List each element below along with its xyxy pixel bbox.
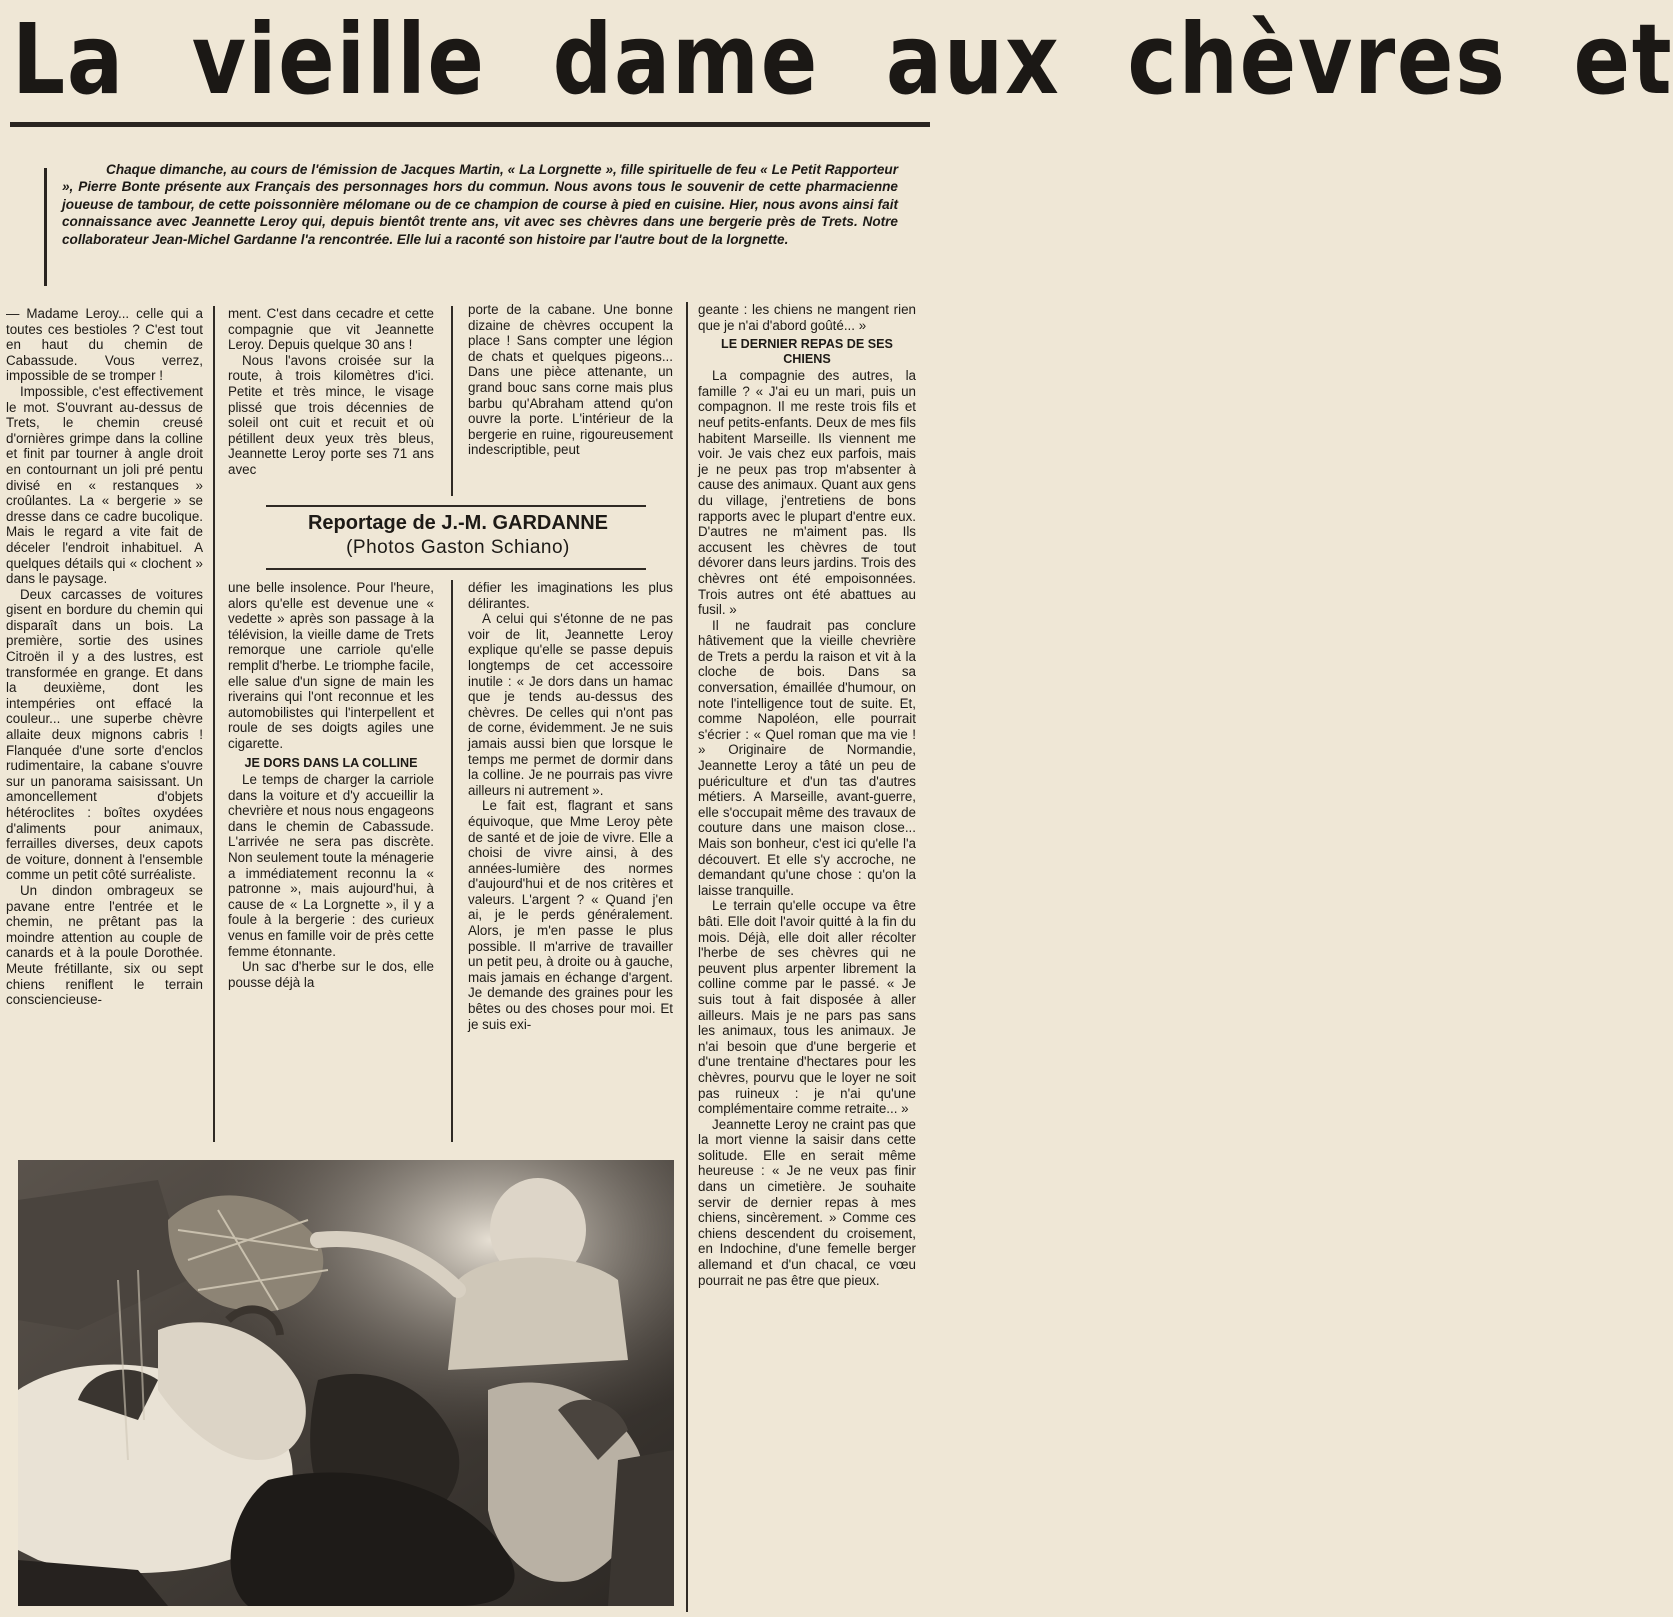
paragraph: Deux carcasses de voitures gisent en bordure du chemin qui disparaît dans un bois. La première, sortie des usines Citroën il y a des lustres, est transformée en grange. Et dans la deuxième, dont les intempéries ont effacé la couleur... une superbe chèvre allaite deux mignons cabris ! Flanquée d'une sorte d'enclos rudimentaire, la cabane s'ouvre sur un panorama saisissant. Un amoncellement d'objets hétéroclites : boîtes oxydées d'aliments pour animaux, ferrailles diverses, deux capots de voiture, donnent à l'ensemble comme un petit côté surréaliste. (6, 586, 203, 883)
paragraph: ment. C'est dans cecadre et cette compagnie que vit Jeannette Leroy. Depuis quelque 30 ans ! (228, 306, 434, 353)
column-rule (451, 306, 453, 496)
headline-rule (10, 122, 930, 127)
paragraph: La compagnie des autres, la famille ? « J'ai eu un mari, puis un compagnon. Il me reste trois fils et neuf petits-enfants. Deux de mes fils habitent Marseille. Ils viennent me voir. Je vais chez eux parfois, mais je ne peux pas trop m'absenter à cause des animaux. Quant aux gens du village, j'entretiens de bons rapports avec le plupart d'entre eux. D'autres ne m'aiment pas. Ils accusent les chèvres de tout dévorer dans leurs jardins. Trois des chèvres ont été empoisonnées. Trois autres ont été abattues au fusil. » (698, 368, 916, 618)
paragraph: Le terrain qu'elle occupe va être bâti. Elle doit l'avoir quitté à la fin du mois. Déjà, elle doit aller récolter l'herbe de ses chèvres qui ne peuvent plus arpenter librement la colline comme par le passé. « Je suis tout à fait disposée à aller ailleurs. Mais je ne pars pas sans les animaux, tous les animaux. Je n'ai besoin que d'une bergerie et d'une trentaine d'hectares pour les chèvres, pourvu que le loyer ne soit pas ruineux : je n'ai qu'une complémentaire comme retraite... » (698, 898, 916, 1117)
reporter-credit: Reportage de J.-M. GARDANNE (307, 512, 609, 534)
paragraph: Un sac d'herbe sur le dos, elle pousse déjà la (228, 959, 434, 990)
photo-credit: (Photos Gaston Schiano) (346, 537, 570, 558)
credit-rule-bottom (266, 568, 646, 570)
paragraph: Impossible, c'est effectivement le mot. S'ouvrant au-dessus de Trets, le chemin creusé d'ornières grimpe dans la colline et finit par tourner à angle droit en contournant un joli pré pentu divisé en « restanques » croûlantes. La « bergerie » se dresse dans ce cadre bucolique. Mais le regard a vite fait de déceler l'endroit inhabituel. A quelques détails qui « clochent » dans le paysage. (6, 383, 203, 587)
article-column-3-bottom (468, 580, 673, 1142)
paragraph: une belle insolence. Pour l'heure, alors qu'elle est devenue une « vedette » après son passage à la télévision, la vieille dame de Trets remorque une carriole qu'elle remplit d'herbe. Le triomphe facile, elle salue d'un signe de main les riverains qui l'ont reconnue et les automobilistes qui l'interpellent et roule de ses doigts agiles une cigarette. (228, 580, 434, 751)
section-heading: LE DERNIER REPAS DE SES CHIENS (721, 337, 893, 366)
column-rule (213, 306, 215, 1142)
paragraph: Il ne faudrait pas conclure hâtivement que la vieille chevrière de Trets a perdu la raison et vit à la cloche de bois. Dans sa conversation, émaillée d'humour, on note l'intelligence tout de suite. Et, comme Napoléon, elle pourrait s'écrier : « Quel roman que ma vie ! » Originaire de Normandie, Jeannette Leroy a tâté un peu de puériculture et d'un tas d'autres métiers. A Marseille, avant-guerre, elle s'occupait même des travaux de couture dans une maison close... Mais son bonheur, c'est ici qu'elle l'a découvert. Et elle s'y accroche, ne demandant qu'une chose : qu'on la laisse tranquille. (698, 617, 916, 898)
article-column-4 (698, 302, 916, 1612)
paragraph: A celui qui s'étonne de ne pas voir de lit, Jeannette Leroy explique qu'elle se passe depuis longtemps de cet accessoire inutile : « Je dors dans un hamac que je tends au-dessus des chèvres. De celles qui n'ont pas de corne, évidemment. Je ne suis jamais aussi bien que lorsque le temps me permet de dormir dans la colline. Je ne pourrais pas vivre ailleurs ni autrement ». (468, 611, 673, 798)
paragraph: Nous l'avons croisée sur la route, à trois kilomètres d'ici. Petite et très mince, le visage plissé que trois décennies de soleil ont cuit et recuit et où pétillent deux yeux très bleus, Jeannette Leroy porte ses 71 ans avec (228, 352, 434, 477)
column-rule (686, 302, 688, 1612)
paragraph: Le temps de charger la carriole dans la voiture et d'y accueillir la chevrière et nous nous engageons dans le chemin de Cabassude. L'arrivée ne sera pas discrète. Non seulement toute la ménagerie a immédiatement reconnu la « patronne », mais aujourd'hui, à cause de « La Lorgnette », il y a foule à la bergerie : des curieux venus en famille voir de près cette femme étonnante. (228, 772, 434, 959)
paragraph: Jeannette Leroy ne craint pas que la mort vienne la saisir dans cette solitude. Elle en serait même heureuse : « Je ne veux pas finir dans un cimetière. Je souhaite servir de dernier repas à mes chiens, sincèrement. » Comme ces chiens descendent du croisement, en Indochine, d'une femelle berger allemand et d'un chacal, ce vœu pourrait ne pas être que pieux. (698, 1116, 916, 1288)
headline: La vieille dame aux chèvres et (12, 3, 1673, 116)
goats-photo-illustration (18, 1160, 674, 1606)
article-column-2-top (228, 306, 434, 496)
article-column-3-top (468, 302, 673, 496)
credit-rule-top (266, 505, 646, 507)
paragraph: défier les imaginations les plus délirantes. (468, 580, 673, 611)
article-photo (18, 1160, 674, 1606)
section-heading: JE DORS DANS LA COLLINE (244, 755, 418, 770)
paragraph: Un dindon ombrageux se pavane entre l'entrée et le chemin, ne prêtant pas la moindre attention au couple de canards et à la poule Dorothée. Meute frétillante, six ou sept chiens reniflent le terrain consciencieuse- (6, 882, 203, 1008)
intro-bar (44, 168, 47, 286)
paragraph: — Madame Leroy... celle qui a toutes ces bestioles ? C'est tout en haut du chemin de Cabassude. Vous verrez, impossible de se tromper ! (6, 306, 203, 384)
article-column-2-bottom (228, 580, 434, 1142)
column-rule (451, 580, 453, 1142)
paragraph: porte de la cabane. Une bonne dizaine de chèvres occupent la place ! Sans compter une légion de chats et quelques pigeons... Dans une pièce attenante, un grand bouc sans corne mais plus barbu qu'Abraham attend qu'on ouvre la porte. L'intérieur de la bergerie en ruine, rigoureusement indescriptible, peut (468, 302, 673, 458)
article-column-1 (6, 306, 203, 1142)
paragraph: geante : les chiens ne mangent rien que je n'ai d'abord goûté... » (698, 302, 916, 333)
intro-paragraph: Chaque dimanche, au cours de l'émission de Jacques Martin, « La Lorgnette », fille spirituelle de feu « Le Petit Rapporteur », Pierre Bonte présente aux Français des personnages hors du commun. Nous avons tous le souvenir de cette pharmacienne joueuse de tambour, de cette poissonnière mélomane ou de ce champion de course à pied en cuisine. Hier, nous avons ainsi fait connaissance avec Jeannette Leroy qui, depuis bientôt trente ans, vit avec ses chèvres dans une bergerie près de Trets. Notre collaborateur Jean-Michel Gardanne l'a rencontrée. Elle lui a raconté son histoire par l'autre bout de la lorgnette. (62, 162, 898, 247)
paragraph: Le fait est, flagrant et sans équivoque, que Mme Leroy pète de santé et de joie de vivre. Elle a choisi de vivre ainsi, à des années-lumière des normes d'aujourd'hui et de nos critères et valeurs. L'argent ? « Quand j'en ai, je le perds généralement. Alors, je m'en passe le plus possible. Il m'arrive de travailler un petit peu, à droite ou à gauche, mais jamais en échange d'argent. Je demande des graines pour les bêtes ou des choses pour moi. Et je suis exi- (468, 798, 673, 1032)
